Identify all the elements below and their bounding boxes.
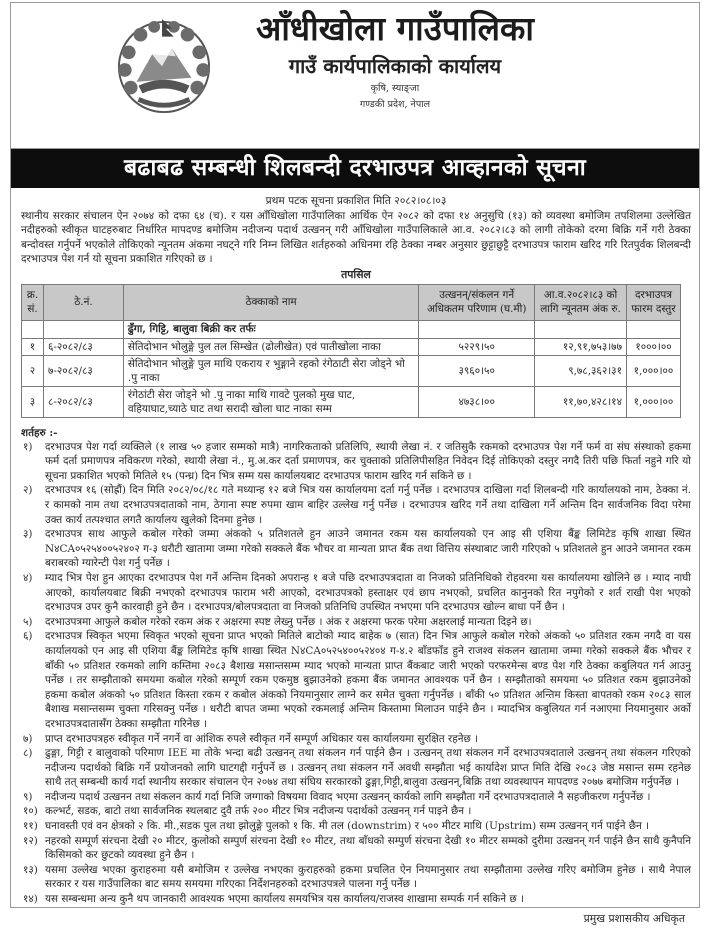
term-number: ११): [23, 820, 38, 833]
category-row: [22, 320, 681, 338]
term-number: ६): [23, 630, 33, 643]
term-number: ७): [23, 732, 33, 745]
cell-min-amount: ९,७८,३६२।३१: [535, 355, 627, 386]
cell-form-fee: १०००।००: [626, 338, 680, 355]
term-number: ४): [23, 571, 33, 584]
signatory-designation: प्रमुख प्रशासकीय अधिकृत: [583, 911, 685, 925]
municipality-name: आँधीखोला गाउँपालिका: [256, 9, 534, 48]
term-number: १४): [23, 893, 38, 906]
cell-contract-name: रंगेठांटी सेरा जोड्ने भो .पु नाका माथि गावटे पुलको मुख घाट, वहियाघाट,च्याठे घाट तथा सरादी खोला घाट नाका सम्म: [123, 386, 418, 417]
term-item: [21, 571, 691, 615]
term-number: ३): [23, 528, 33, 541]
notice-body: [11, 188, 699, 282]
contracts-table: [21, 284, 681, 418]
term-text: दरभाउपत्र साथ आफुले कबोल गरेको जम्मा अंकको ५ प्रतिशतले हुन आउने जमानत रकम यस कार्यालयको एन आइ सी एशिया बैंङ्क लिमिटेड कृषि शाखा स्थित N४CA०५२५४००५२४०२ ग-३ धरौटी खातामा जम्मा गरेको सक्कले बैंक भौचर वा मान्यता प्राप्त बैंक तथा वित्तिय संस्थाबाट जारी गरिएको ५ प्रतिशतले हुन आउने जमानत रकम बराबरको ग्यारेन्टी पेश गर्नु पर्नेछ ।: [45, 528, 691, 570]
term-text: म्याद भित्र पेश हुन आएका दरभाउपत्र पेश गर्ने अन्तिम दिनको अपरान्ह १ बजे पछि दरभाउपत्रदाता वा निजको प्रतिनिधिको रोहवरमा यस कार्यालयमा खोलिने छ । म्याद नाघी आएको, कार्यालयबाट बिक्री नभएको दरभाउपत्र फाराम भरी आएको, दरभाउपत्रको हस्ताक्षर एवं छाप नभएको, प्रचलित कानुनको रित नपुगेको र शर्त राखी पेश भएको दरभाउपत्र उपर कुनै कारवाही हुने छैन । दरभाउपत्र/बोलपत्रदाता वा निजको प्रतिनिधि उपस्थित नभएमा पनि दरभाउपत्र खोल्न बाधा पर्ने छैन ।: [45, 571, 691, 614]
cell-contract-name: सेतिदोभान भोलुङ्गे पुल तल सिम्खेत (ढोलीखेत) एवं पातीखोला नाका: [123, 338, 418, 355]
notice-document: [10, 2, 700, 925]
col-serial: क्र. सं.: [22, 284, 44, 320]
term-text: दरभाउपत्रमा आफुले कबोल गरेको रकम अंक र अक्षरमा स्पष्ट लेख्नु पर्नेछ । अंक र अक्षरमा फरक परेमा अक्षरलाई मान्यता दिइने छ।: [45, 615, 532, 628]
term-item: [21, 804, 691, 819]
term-item: [21, 746, 691, 790]
term-text: यसमा उल्लेख भएका कुराहरुमा यसै बमोजिम र उल्लेख नभएका कुराहरुको हकमा प्रचलित ऐन नियमानुसार तथा सम्झौतामा उल्लेख गरिए बमोजिम हुनेछ । साथै नेपाल सरकार र यस गाउँपालिका बाट समय समयमा गरिएका निर्देशनहरुको दरभाउपत्रले पालना गर्नु पर्नेछ ।: [45, 863, 691, 891]
term-item: [21, 863, 691, 892]
cell-quantity: ४७३८।००: [419, 386, 535, 417]
term-item: [21, 892, 691, 907]
cell-min-amount: १२,९१,७५३।७७: [535, 338, 627, 355]
table-row: [22, 386, 681, 417]
intro-paragraph: स्थानीय सरकार संचालन ऐन २०७४ को दफा ६४ (च). र यस आँधिखोला गाउँपालिका आर्थिक ऐन २०८२ को दफा १४ अनुसुचि (१३) को व्यवस्था बमोजिम तपशिलमा उल्लेखित नदीहरुको स्वीकृत घाटहरुबाट निर्धारित मापदण्ड बमोजिम नदीजन्य पदार्थ उत्खनन् गरी आँधिखोला गाउँपालिकाले आ.व. २०८२।८३ को लागी तोकेको दरमा बिक्रि गर्ने गरी ठेक्का बन्दोवस्त गर्नुपर्ने भएकोले तोकिएको न्यूनतम अंकमा नघट्ने गरि निम्न लिखित शर्तहरुको अधिनमा रहि ठेक्का नम्बर अनुसार छुट्टाछुट्टै दरभाउपत्र फाराम खरिद गरि रितपुर्वक शिलबन्दी दरभाउपत्र पेश गर्न यो सूचना प्रकाशित गरिएको छ ।: [21, 210, 691, 266]
term-item: [21, 819, 691, 834]
cell-serial: १: [22, 338, 44, 355]
term-text: यस सम्बन्धमा अन्य कुनै थप जानकारी आवश्यक भएमा कार्यालय समयभित्र यस कार्यालय/राजस्व शाखामा सम्पर्क गर्न सकिने छ ।: [45, 893, 524, 906]
term-number: १२): [23, 834, 38, 847]
term-number: ८): [23, 747, 33, 760]
cell-serial: ३: [22, 386, 44, 417]
table-row: [22, 338, 681, 355]
notice-heading: बढाबढ सम्बन्धी शिलबन्दी दरभाउपत्र आव्हानको सूचना: [11, 149, 699, 188]
term-text: ढुङ्गा, गिट्टी र बालुवाको परिमाण IEE मा तोके भन्दा बढी उत्खनन् तथा संकलन गर्न पाईने छैन । उत्खनन् तथा संकलन गर्ने दरभाउपत्रदाताले उत्खनन् तथा संकलन गरिएको नदीजन्य पदार्थको बिक्रि गर्ने प्रयोजनको लागि घाटगद्दी गर्नुपर्ने छ । उत्खनन् तथा संकलन गर्ने अवधी सम्झौता भई कार्यादेश प्राप्त मिति देखि २०८३ जेष्ठ मसान्त सम्म रहनेछ साथै तत् सम्बन्धी कार्य गर्दा स्थानीय सरकार संचालन ऐन २०७४ तथा संघिय सरकारको ढुङ्गा,गिट्टी,बालुवा उत्खनन्,बिक्रि तथा व्यवस्थापन मापदण्ड २०७७ बमोजिम गर्नुपर्नेछ ।: [45, 747, 691, 789]
cell-form-fee: १,०००।००: [626, 386, 680, 417]
term-number: ९): [23, 790, 33, 803]
cell-quantity: ३९६०।५०: [419, 355, 535, 386]
terms-list: [21, 440, 691, 907]
col-form-fee: दरभाउपत्र फारम दस्तुर: [626, 284, 680, 320]
term-text: दरभाउपत्र पेश गर्दा व्यक्तिले (१ लाख ५० हजार सम्मको मात्रै) नागरिकताको प्रतिलिपि, स्थायी लेखा नं. र जतिसुकै रकमको दरभाउपत्र पेश गर्ने फर्म वा संघ संस्थाको हकमा फर्म दर्ता प्रमाणपत्र नविकरण गरेको, स्थायी लेखा नं., मु.अ.कर दर्ता प्रमाणपत्र, कर चुक्ताको प्रतिलिपीसहित निवेदन दिई तोकिएको दस्तुर नगदै तिरी पछि फिर्ता नहुने गरि यो सूचना प्रकाशित भएको मितिले १५ (पन्ध्र) दिन भित्र सम्म यस कार्यालयबाट दरभाउपत्र फाराम खरिद गर्न सकिने छ ।: [45, 440, 691, 482]
term-item: [21, 527, 691, 571]
cell-quantity: ५२२९।५०: [419, 338, 535, 355]
term-text: दरभाउपत्र १६ (सोह्रौं) दिन मिति २०८२/०८/१८ गते मध्यान्ह १२ बजे भित्र यस कार्यालयमा दर्ता गर्नु पर्नेछ । दरभाउपत्र दाखिला गर्दा शिलबन्दी गरि कार्यालयको नाम, ठेक्का नं. र कामको नाम तथा दरभाउपत्रदाताको नाम, ठेगाना स्पष्ट रुपमा खाम बाहिर उल्लेख गर्नु पर्नेछ । दरभाउपत्र खरिद गर्ने तथा दाखिला गर्ने अन्तिम दिन सार्वजनिक विदा परेमा उक्त कार्य तत्पश्चात लगतै कार्यालय खुलेको दिनमा हुनेछ ।: [45, 484, 691, 526]
term-text: कल्भर्ट, सडक, बाटो तथा सार्वजनिक स्थलबाट दुवै तर्फ २०० मीटर भित्र नदीजन्य पदार्थको उत्खनन् गर्न पाइने छैन ।: [45, 805, 472, 818]
term-text: घनावस्ती एवं वन क्षेत्रको २ कि. मी.,सडक पुल तथा झोलुङ्गे पुलको १ कि. मी तल (downstrim) र ५०० मीटर माथि (Upstrim) सम्म उत्खनन् गर्न पाईने छैन ।: [45, 820, 650, 833]
cell-form-fee: १,०००।००: [626, 355, 680, 386]
col-quantity: उत्खनन्/संकलन गर्ने अधिकतम परिणाम (घ.मी): [419, 284, 535, 320]
term-number: १): [23, 440, 33, 453]
address-line-2: गण्डकी प्रदेश, नेपाल: [359, 99, 431, 110]
cell-contract-name: सेतिदोभान भोलुङ्गे पुल माथि एकराय र भुङ्गाने रहको रंगेठाटी सेरा जोड्ने भो .पु नाका: [123, 355, 418, 386]
government-emblem-icon: [115, 13, 213, 121]
divider: [11, 148, 699, 149]
cell-contract-no: ७-२०८२/८३: [43, 355, 123, 386]
schedule-heading: तपसिल: [341, 267, 371, 281]
terms-section: [11, 418, 699, 928]
address-line-1: कृषि, स्याङ्जा: [370, 83, 420, 94]
col-contract-no: ठे.नं.: [43, 284, 123, 320]
category-label: ढुँगा, गिट्टि, बालुवा बिक्री कर तर्फः: [123, 320, 418, 338]
term-item: [21, 732, 691, 747]
cell-serial: २: [22, 355, 44, 386]
col-min-amount: आ.व.२०८२।८३ को लागि न्यूनतम अंक रु.: [535, 284, 627, 320]
term-text: नदीजन्य पदार्थ उत्खनन तथा संकलन कार्य गर्दा निजि जग्गाको विषयमा विवाद भएमा उत्खनन् कार्यको लागि सम्झौता गर्ने दरभाउपत्रदाताले नै सहजीकरण गर्नुपर्नेछ ।: [45, 790, 651, 803]
letterhead: [11, 3, 699, 149]
cell-contract-no: ६-२०८२/८३: [43, 338, 123, 355]
term-item: [21, 483, 691, 527]
term-item: [21, 834, 691, 863]
term-number: ५): [23, 615, 33, 628]
term-text: प्राप्त दरभाउपत्रहरु स्वीकृत गर्ने नगर्ने वा आंशिक रुपले स्वीकृत गर्ने सम्पूर्ण अधिकार यस कार्यालयमा सुरक्षित रहनेछ ।: [45, 732, 479, 745]
term-text: नहरको सम्पूर्ण संरचना देखी २० मीटर, कुलोको सम्पुर्ण संरचना देखी १० मीटर, तथा बाँधको सम्पुर्ण संरचना देखी १० मीटर सम्मको दुरीमा उत्खनन् गर्न पाईने छैन साथै कुनैपनि किसिमको कर छुटको व्यवस्था हुने छैन ।: [45, 834, 691, 862]
term-number: १०): [23, 805, 38, 818]
cell-min-amount: ११,७०,४२८।१४: [535, 386, 627, 417]
terms-heading: शर्तहरु :-: [21, 426, 58, 439]
publication-date: प्रथम पटक सूचना प्रकाशित मिति २०८२।०८।०३: [265, 195, 447, 207]
term-item: [21, 790, 691, 805]
table-row: [22, 355, 681, 386]
term-item: [21, 440, 691, 484]
office-name: गाउँ कार्यपालिकाको कार्यालय: [288, 54, 502, 78]
term-text: दरभाउपत्र स्विकृत भएमा स्विकृत भएको सूचना प्राप्त भएको मितिले बाटोको म्याद बाहेक ७ (सात) दिन भित्र आफुले कबोल गरेको अंकको ५० प्रतिशत रकम नगदै वा यस कार्यालयको एन आइ सी एशिया बैंङ्क लिमिटेड कृषि शाखा स्थित N४CA०५२५४००५२४०४ ग-४.२ बाँडफाँड हुने राजश्व संकलन खातामा जम्मा गरेको सक्कले बैंक भौचर र बाँकी ५० प्रतिशत रकमको लागि कम्तिमा २०८३ बैशाख मसान्तसम्म म्याद भएको मान्यता प्राप्त बैंकबाट जारी भएको परफरमेन्स बण्ड पेश गरि ठेक्का कबुलियत गर्न आउनु पर्नेछ । तर सम्झौताको समयमा कबोल गरेको सम्पूर्ण रकम एकमुष्ठ बुझाउनेको हकमा बैंक जमानत आवश्यक पर्ने छैन । सम्झौताको समयमा ५० प्रतिशत रकम बुझाउनेको हकमा कबोल अंकको ५० प्रतिशत किस्ता रकम र कबोल अंकको नियमानुसार लाग्ने कर समेत चुक्ता गर्नुपर्नेछ । बाँकी ५० प्रतिशत अन्तिम किस्ता बापतको रकम २०८३ साल बैशाख मसान्तसम्म चुक्ता गरिसक्नु पर्नेछ । धरौटी बापत जम्मा भएको रकमलाई अन्तिम किस्तामा मिलाउन पाईने छैन । म्यादभित्र कबुलियत गर्न नआएमा नियमानुसार अर्को दरभाउपत्रदातासँग ठेक्का सम्झौता गरिनेछ ।: [45, 630, 691, 730]
term-item: [21, 629, 691, 731]
table-header-row: [22, 284, 681, 320]
term-number: १३): [23, 863, 38, 876]
col-contract-name: ठेक्काको नाम: [123, 284, 418, 320]
term-item: [21, 615, 691, 630]
cell-contract-no: ८-२०८२/८३: [43, 386, 123, 417]
term-number: २): [23, 484, 33, 497]
